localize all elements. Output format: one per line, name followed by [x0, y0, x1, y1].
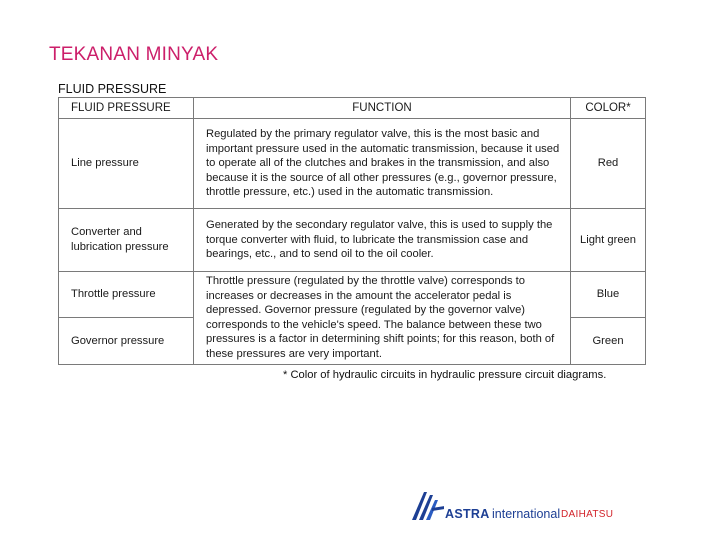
row-name: Throttle pressure [59, 272, 194, 318]
table-row [59, 272, 646, 318]
slide-title: TEKANAN MINYAK [49, 44, 219, 65]
table-row [59, 119, 646, 209]
fluid-pressure-table [58, 97, 646, 365]
row-color: Light green [571, 209, 646, 272]
row-name: Converter and lubrication pressure [59, 209, 194, 272]
table-row [59, 209, 646, 272]
header-color: COLOR* [571, 98, 646, 119]
row-color: Blue [571, 272, 646, 318]
row-color: Red [571, 119, 646, 209]
row-name: Governor pressure [59, 318, 194, 364]
logo-daihatsu-text: DAIHATSU [561, 509, 614, 520]
logo-international-text: international [492, 507, 561, 521]
table-footnote: * Color of hydraulic circuits in hydraulic pressure circuit diagrams. [283, 369, 607, 381]
row-function: Generated by the secondary regulator valve, this is used to supply the torque converter with fluid, to lubricate the transmission case and bearings, etc., and to send oil to the oil cooler. [194, 209, 571, 272]
row-color: Green [571, 318, 646, 364]
row-name: Line pressure [59, 119, 194, 209]
row-function: Regulated by the primary regulator valve, this is the most basic and important pressure used in the automatic transmission, because it used to operate all of the clutches and brakes in the transmission, and also because it is the source of all other pressures (e.g., governor pressure, throttle pressure, etc.) used in the automatic transmission. [194, 119, 571, 209]
astra-logo [410, 488, 620, 524]
header-fluid-pressure: FLUID PRESSURE [59, 98, 194, 119]
section-title: FLUID PRESSURE [58, 82, 167, 96]
astra-logo-mark-icon [410, 488, 444, 522]
header-function: FUNCTION [194, 98, 571, 119]
logo-astra-text: ASTRA [445, 507, 490, 521]
row-function-shared: Throttle pressure (regulated by the throttle valve) corresponds to increases or decreases in the amount the accelerator pedal is depressed. Governor pressure (regulated by the governor valve) corresponds to the vehicle's speed. The balance between these two pressures is a factor in determining shift points; for this reason, both of these pressures are very important. [194, 272, 571, 365]
table-header-row [59, 98, 646, 119]
